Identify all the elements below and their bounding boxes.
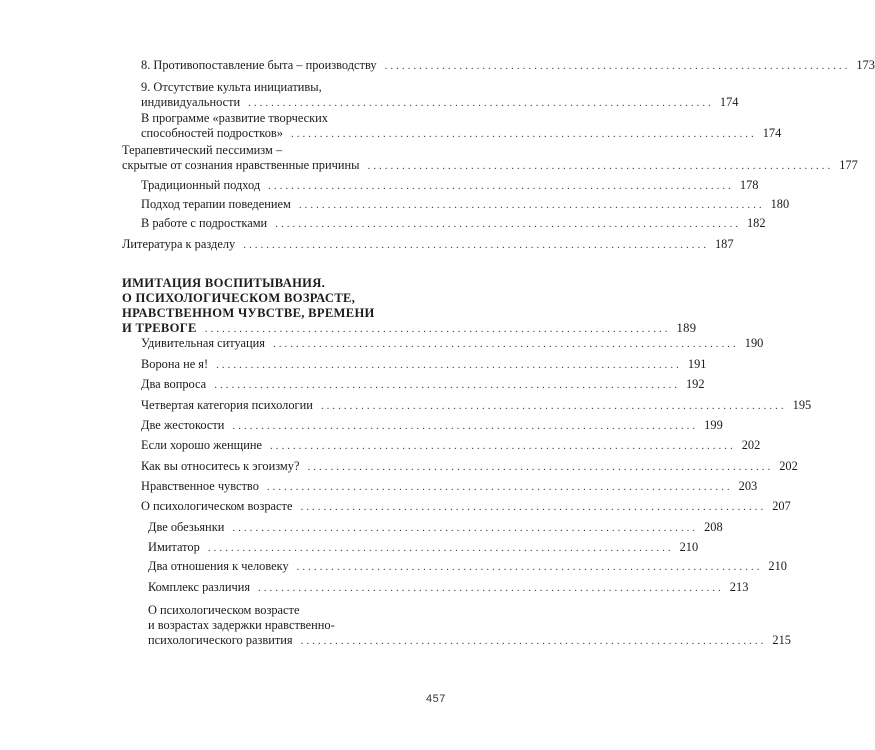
toc-entry-page: 191: [687, 357, 707, 371]
dot-leader: .................................................................................: [298, 199, 765, 211]
toc-entry-title: Ворона не я!: [141, 357, 209, 371]
toc-entry-page: 207: [772, 499, 791, 513]
dot-leader: .................................................................................: [320, 400, 787, 412]
toc-entry: [141, 216, 766, 232]
toc-entry: [141, 80, 739, 111]
toc-entry: [141, 111, 782, 142]
dot-leader: .................................................................................: [300, 635, 767, 647]
toc-entry-page: 213: [729, 580, 749, 594]
dot-leader: .................................................................................: [269, 440, 736, 452]
dot-leader: .................................................................................: [384, 60, 851, 72]
toc-entry: [141, 58, 875, 74]
toc-entry: [141, 357, 707, 373]
toc-entry: [141, 178, 759, 194]
toc-entry: [141, 377, 705, 393]
toc-entry-title-line: В программе «развитие творческих: [141, 111, 328, 125]
toc-entry-title: 8. Противопоставление быта – производству: [141, 58, 377, 72]
toc-entry-title-line: Терапевтический пессимизм –: [122, 143, 283, 157]
dot-leader: .................................................................................: [258, 582, 724, 594]
toc-entry: [148, 559, 787, 575]
toc-entry-title: индивидуальности: [141, 95, 241, 109]
toc-entry-page: 202: [741, 438, 761, 452]
dot-leader: .................................................................................: [296, 561, 763, 573]
dot-leader: .................................................................................: [232, 522, 699, 534]
dot-leader: .................................................................................: [300, 501, 767, 513]
toc-entry: [148, 540, 699, 556]
dot-leader: .................................................................................: [273, 338, 739, 350]
toc-entry-title: Комплекс различия: [148, 580, 251, 594]
toc-entry-title: способностей подростков»: [141, 126, 283, 140]
toc-entry-title: психологического развития: [148, 633, 293, 647]
toc-entry-page: 177: [839, 158, 858, 172]
toc-entry-title: Имитатор: [148, 540, 200, 554]
toc-entry-page: 187: [714, 237, 734, 251]
dot-leader: .................................................................................: [268, 180, 734, 192]
toc-entry: [148, 520, 723, 536]
dot-leader: .................................................................................: [207, 542, 674, 554]
toc-entry: [141, 336, 764, 352]
toc-entry-page: 189: [676, 321, 697, 335]
toc-entry-title: Две обезьянки: [148, 520, 225, 534]
dot-leader: .................................................................................: [204, 323, 671, 335]
toc-entry-page: 192: [685, 377, 705, 391]
toc-entry-title: Четвертая категория психологии: [141, 398, 313, 412]
toc-entry-page: 202: [779, 459, 798, 473]
toc-entry-page: 174: [762, 126, 782, 140]
section-heading-line: НРАВСТВЕННОМ ЧУВСТВЕ, ВРЕМЕНИ: [122, 306, 375, 320]
toc-entry-title: Удивительная ситуация: [141, 336, 266, 350]
toc-entry: [141, 438, 761, 454]
toc-entry-page: 199: [704, 418, 723, 432]
toc-entry-title: Подход терапии поведением: [141, 197, 291, 211]
dot-leader: .................................................................................: [248, 97, 714, 109]
toc-entry: [141, 197, 790, 213]
toc-entry-page: 180: [770, 197, 790, 211]
toc-entry-title: В работе с подростками: [141, 216, 268, 230]
toc-entry-page: 182: [746, 216, 766, 230]
toc-entry: [141, 398, 812, 414]
toc-entry-title-line: 9. Отсутствие культа инициативы,: [141, 80, 322, 94]
toc-entry-title: Два отношения к человеку: [148, 559, 289, 573]
toc-entry-page: 210: [768, 559, 787, 573]
page-number: 457: [426, 693, 446, 705]
toc-entry: [122, 237, 734, 253]
section-heading-line: О ПСИХОЛОГИЧЕСКОМ ВОЗРАСТЕ,: [122, 291, 356, 305]
dot-leader: .................................................................................: [307, 461, 774, 473]
toc-entry-title: О психологическом возрасте: [141, 499, 293, 513]
toc-entry: [141, 418, 723, 434]
toc-entry-page: 203: [738, 479, 758, 493]
toc-entry-title: Если хорошо женщине: [141, 438, 262, 452]
toc-entry-title: скрытые от сознания нравственные причины: [122, 158, 360, 172]
toc-entry-page: 178: [739, 178, 759, 192]
toc-entry-page: 215: [772, 633, 791, 647]
toc-entry-title: Нравственное чувство: [141, 479, 259, 493]
toc-entry: [148, 603, 791, 649]
toc-entry-title-line: О психологическом возрасте: [148, 603, 300, 617]
dot-leader: .................................................................................: [214, 379, 680, 391]
toc-entry-page: 174: [719, 95, 739, 109]
dot-leader: .................................................................................: [232, 420, 699, 432]
dot-leader: .................................................................................: [290, 128, 757, 140]
toc-entry-page: 173: [856, 58, 875, 72]
toc-entry-title: Две жестокости: [141, 418, 225, 432]
toc-entry: [141, 479, 758, 495]
dot-leader: .................................................................................: [216, 359, 682, 371]
dot-leader: .................................................................................: [243, 239, 709, 251]
toc-entry: [148, 580, 749, 596]
toc-entry-page: 208: [704, 520, 723, 534]
section-heading: [122, 276, 697, 337]
toc-entry-page: 195: [792, 398, 812, 412]
section-heading-line: ИМИТАЦИЯ ВОСПИТЫВАНИЯ.: [122, 276, 326, 290]
toc-entry-title: Литература к разделу: [122, 237, 236, 251]
toc-entry: [141, 499, 791, 515]
toc-entry-title: Как вы относитесь к эгоизму?: [141, 459, 300, 473]
dot-leader: .................................................................................: [367, 160, 834, 172]
toc-entry-title: Два вопроса: [141, 377, 207, 391]
toc-entry: [122, 143, 858, 174]
dot-leader: .................................................................................: [275, 218, 741, 230]
dot-leader: .................................................................................: [266, 481, 733, 493]
toc-entry: [141, 459, 798, 475]
toc-entry-title-line: и возрастах задержки нравственно-: [148, 618, 335, 632]
toc-entry-page: 190: [744, 336, 764, 350]
toc-entry-title: Традиционный подход: [141, 178, 261, 192]
section-heading-title: И ТРЕВОГЕ: [122, 321, 197, 335]
toc-entry-page: 210: [679, 540, 699, 554]
